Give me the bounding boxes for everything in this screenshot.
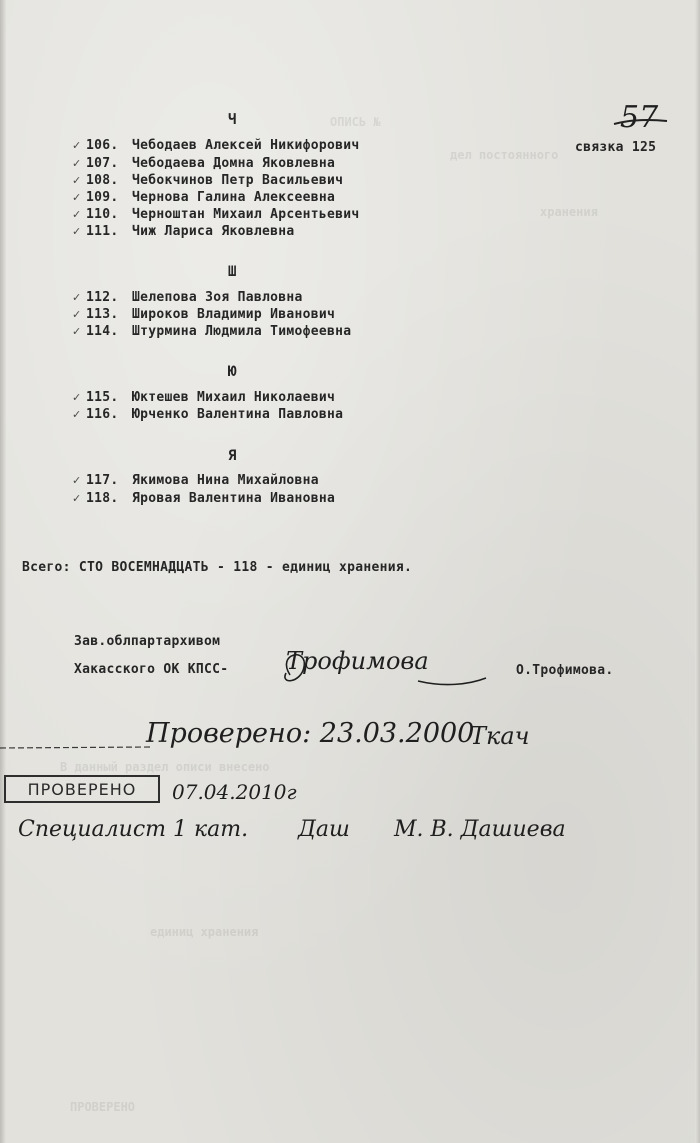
check-mark-icon: ✓ <box>72 391 82 404</box>
bleed-through-text: дел постоянного <box>450 148 559 162</box>
bleed-through-text: ПРОВЕРЕНО <box>70 1100 136 1114</box>
handwritten-signature: Трофимова <box>286 647 429 675</box>
check-mark-icon: ✓ <box>72 139 82 152</box>
list-item: ✓ 107. Чебодаева Домна Яковлевна <box>72 156 336 171</box>
list-item: ✓ 114. Штурмина Людмила Тимофеевна <box>72 324 352 339</box>
stamp-date: 07.04.2010г <box>172 780 297 804</box>
signatory-name: О.Трофимова. <box>516 663 614 678</box>
signatory-title-line2: Хакасского ОК КПСС- <box>74 662 229 677</box>
list-item: ✓ 115. Юктешев Михаил Николаевич <box>72 390 336 405</box>
check-mark-icon: ✓ <box>72 208 82 221</box>
check-mark-icon: ✓ <box>72 291 82 304</box>
verified-note: Проверено: 23.03.2000 <box>146 718 475 749</box>
list-item: ✓ 109. Чернова Галина Алексеевна <box>72 190 336 205</box>
list-item: ✓ 111. Чиж Лариса Яковлевна <box>72 224 295 239</box>
page-number-underline <box>612 116 672 128</box>
check-mark-icon: ✓ <box>72 408 82 421</box>
bleed-through-text: ОПИСЬ № <box>330 115 381 129</box>
signatory-title-line1: Зав.облпартархивом <box>74 634 221 649</box>
check-mark-icon: ✓ <box>72 474 82 487</box>
bleed-through-text: единиц хранения <box>150 925 259 939</box>
list-item: ✓ 112. Шелепова Зоя Павловна <box>72 290 303 305</box>
check-mark-icon: ✓ <box>72 308 82 321</box>
total-line: Всего: СТО ВОСЕМНАДЦАТЬ - 118 - единиц хранения. <box>22 560 413 575</box>
verified-initials: Ткач <box>470 722 530 750</box>
signature-flourish <box>268 645 498 695</box>
list-item: ✓ 110. Черноштан Михаил Арсентьевич <box>72 207 360 222</box>
section-letter-sha: Ш <box>228 264 237 280</box>
page-edge-shadow <box>695 0 700 1143</box>
list-item: ✓ 108. Чебокчинов Петр Васильевич <box>72 173 344 188</box>
pen-stroke-line <box>0 740 160 754</box>
check-mark-icon: ✓ <box>72 492 82 505</box>
list-item: ✓ 106. Чебодаев Алексей Никифорович <box>72 138 360 153</box>
check-mark-icon: ✓ <box>72 174 82 187</box>
list-item: ✓ 118. Яровая Валентина Ивановна <box>72 491 336 506</box>
specialist-name: М. В. Дашиева <box>394 817 566 842</box>
bleed-through-text: В данный раздел описи внесено <box>60 760 270 774</box>
page-edge-shadow <box>0 0 6 1143</box>
check-mark-icon: ✓ <box>72 157 82 170</box>
list-item: ✓ 117. Якимова Нина Михайловна <box>72 473 319 488</box>
specialist-signature: Даш <box>298 817 350 842</box>
check-mark-icon: ✓ <box>72 325 82 338</box>
specialist-note: Специалист 1 кат. <box>18 817 249 842</box>
list-item: ✓ 116. Юрченко Валентина Павловна <box>72 407 344 422</box>
bleed-through-text: хранения <box>540 205 598 219</box>
bundle-label: связка 125 <box>575 140 657 155</box>
verified-stamp: ПРОВЕРЕНО <box>4 775 160 803</box>
section-letter-ya: Я <box>228 448 237 464</box>
check-mark-icon: ✓ <box>72 191 82 204</box>
check-mark-icon: ✓ <box>72 225 82 238</box>
page-number: 57 <box>620 100 659 135</box>
section-letter-che: Ч <box>228 112 237 128</box>
section-letter-yu: Ю <box>228 364 237 380</box>
list-item: ✓ 113. Широков Владимир Иванович <box>72 307 336 322</box>
